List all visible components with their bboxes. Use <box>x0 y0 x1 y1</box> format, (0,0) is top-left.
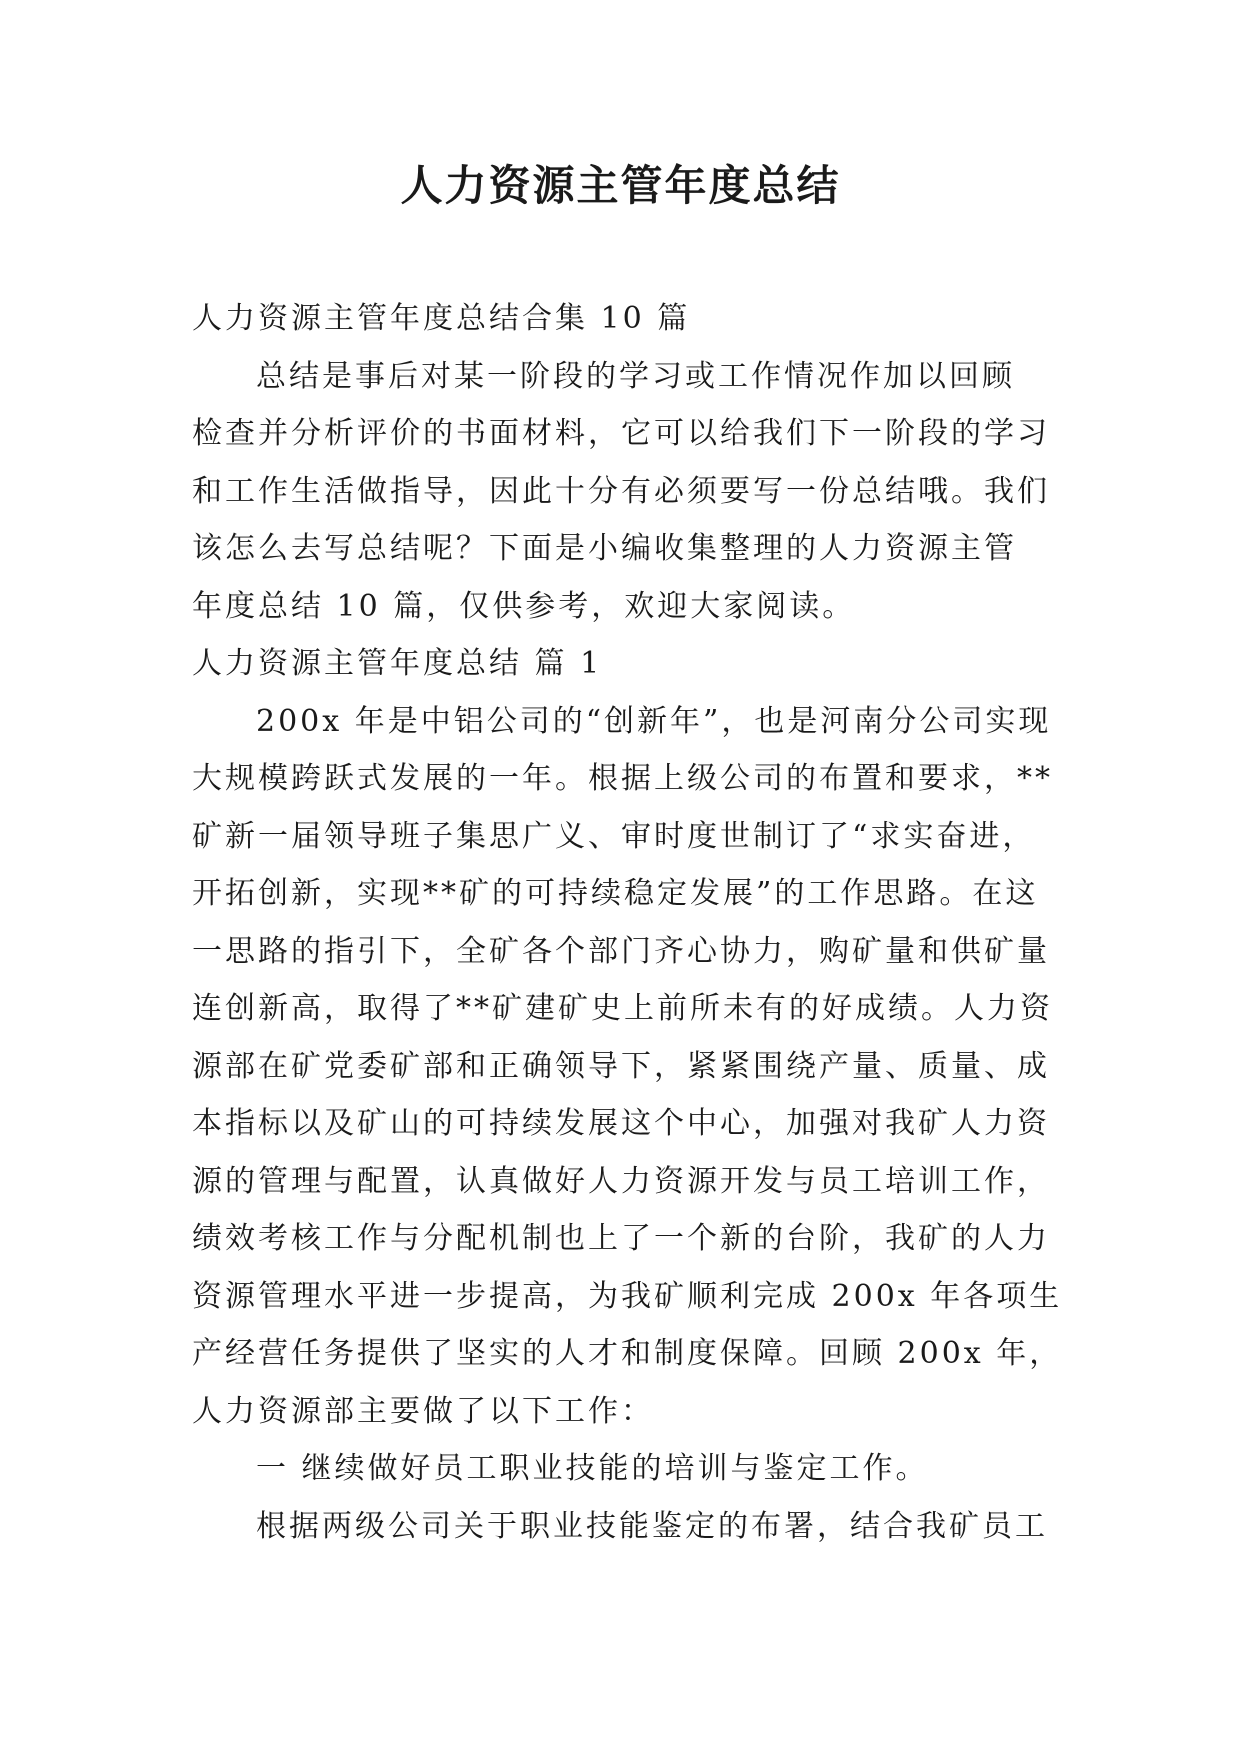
section-line: 200x 年是中铝公司的“创新年”，也是河南分公司实现 <box>256 703 1052 739</box>
intro-paragraph <box>192 348 1062 636</box>
section-line: 绩效考核工作与分配机制也上了一个新的台阶，我矿的人力 <box>192 1221 1050 1256</box>
section-heading <box>192 635 1062 693</box>
collection-heading-text: 人力资源主管年度总结合集 10 篇 <box>192 301 691 336</box>
section-line: 源的管理与配置，认真做好人力资源开发与员工培训工作， <box>192 1163 1050 1199</box>
intro-line: 检查并分析评价的书面材料，它可以给我们下一阶段的学习 <box>192 416 1050 451</box>
item-one-heading <box>192 1440 1062 1498</box>
section-line: 开拓创新，实现**矿的可持续稳定发展”的工作思路。在这 <box>192 876 1039 911</box>
section-line: 人力资源部主要做了以下工作： <box>192 1393 654 1429</box>
section-line: 资源管理水平进一步提高，为我矿顺利完成 200x 年各项生 <box>192 1278 1063 1314</box>
item-one-heading-text: 一 继续做好员工职业技能的培训与鉴定工作。 <box>256 1451 929 1486</box>
intro-line: 和工作生活做指导，因此十分有必须要写一份总结哦。我们 <box>192 473 1050 509</box>
item-one-paragraph <box>192 1498 1062 1556</box>
section-line: 一思路的指引下，全矿各个部门齐心协力，购矿量和供矿量 <box>192 933 1050 969</box>
section-line: 本指标以及矿山的可持续发展这个中心，加强对我矿人力资 <box>192 1106 1050 1141</box>
section-line: 大规模跨跃式发展的一年。根据上级公司的布置和要求，** <box>192 761 1053 796</box>
document-body <box>192 290 1062 1555</box>
intro-line: 该怎么去写总结呢？下面是小编收集整理的人力资源主管 <box>192 531 1017 566</box>
collection-heading <box>192 290 1062 348</box>
document-title: 人力资源主管年度总结 <box>400 161 841 210</box>
section-heading-text: 人力资源主管年度总结 篇 1 <box>192 646 603 681</box>
section-line: 源部在矿党委矿部和正确领导下，紧紧围绕产量、质量、成 <box>192 1048 1050 1084</box>
section-line: 连创新高，取得了**矿建矿史上前所未有的好成绩。人力资 <box>192 991 1053 1026</box>
intro-line: 年度总结 10 篇，仅供参考，欢迎大家阅读。 <box>192 588 856 624</box>
intro-line: 总结是事后对某一阶段的学习或工作情况作加以回顾 <box>256 358 1015 394</box>
item-one-line: 根据两级公司关于职业技能鉴定的布署，结合我矿员工 <box>256 1508 1048 1544</box>
section-paragraph <box>192 693 1062 1441</box>
section-line: 产经营任务提供了坚实的人才和制度保障。回顾 200x 年， <box>192 1336 1063 1371</box>
section-line: 矿新一届领导班子集思广义、审时度世制订了“求实奋进， <box>192 818 1036 854</box>
